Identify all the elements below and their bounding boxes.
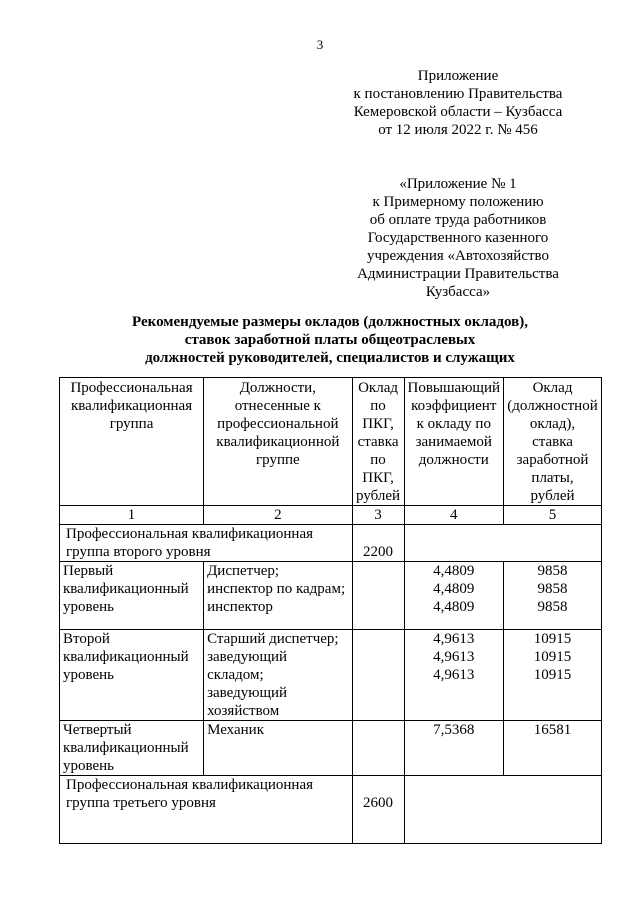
appendix-sub-line: «Приложение № 1 <box>399 176 517 192</box>
coefficient-cell: 7,5368 <box>404 721 504 776</box>
header-cell-pkg-salary: Оклад по ПКГ, ставка по ПКГ, рублей <box>352 378 404 506</box>
column-number: 1 <box>60 506 204 525</box>
appendix-sub-line: об оплате труда работников <box>369 212 547 228</box>
pkg-salary-cell <box>352 562 404 630</box>
pkg-salary-cell <box>352 630 404 721</box>
positions-cell: Диспетчер; инспектор по кадрам; инспектор <box>204 562 353 630</box>
group-label: Профессиональная квалификационная группа третьего уровня <box>60 776 353 844</box>
appendix-sub-line: Кузбасса» <box>425 284 491 300</box>
column-number: 2 <box>204 506 353 525</box>
group-label: Профессиональная квалификационная группа второго уровня <box>60 525 353 562</box>
appendix-sub-line: учреждения «Автохозяйство <box>366 248 550 264</box>
title-line: должностей руководителей, специалистов и служащих <box>145 350 515 366</box>
appendix-header <box>330 67 586 139</box>
group-pkg-salary: 2600 <box>352 776 404 844</box>
column-number-row <box>60 506 602 525</box>
coefficient-cell: 4,4809 4,4809 4,4809 <box>404 562 504 630</box>
title-line: Рекомендуемые размеры окладов (должностных окладов), <box>132 314 528 330</box>
page-number: 3 <box>316 37 324 52</box>
appendix-line: Приложение <box>417 68 499 84</box>
qualification-level: Первый квалификационный уровень <box>60 562 204 630</box>
appendix-sub-line: Администрации Правительства <box>357 266 559 282</box>
salary-cell: 9858 9858 9858 <box>504 562 602 630</box>
appendix-sub-line: Государственного казенного <box>367 230 549 246</box>
table-row <box>60 562 602 630</box>
positions-cell: Механик <box>204 721 353 776</box>
header-cell-positions: Должности, отнесенные к профессиональной квалификационной группе <box>204 378 353 506</box>
table-header-row <box>60 378 602 506</box>
column-number: 3 <box>352 506 404 525</box>
appendix-sub-line: к Примерному положению <box>372 194 544 210</box>
group-empty-cell <box>404 525 601 562</box>
pkg-salary-cell <box>352 721 404 776</box>
appendix-line: от 12 июля 2022 г. № 456 <box>378 122 538 138</box>
column-number: 4 <box>404 506 504 525</box>
table-row <box>60 721 602 776</box>
salary-cell: 16581 <box>504 721 602 776</box>
appendix-line: к постановлению Правительства <box>353 86 563 102</box>
qualification-level: Четвертый квалификационный уровень <box>60 721 204 776</box>
appendix-line: Кемеровской области – Кузбасса <box>353 104 563 120</box>
header-cell-group: Профессиональная квалификационная группа <box>60 378 204 506</box>
salary-table <box>59 377 602 844</box>
group-row-level3 <box>60 776 602 844</box>
appendix-sub-header <box>330 175 586 301</box>
group-row-level2 <box>60 525 602 562</box>
table-row <box>60 630 602 721</box>
salary-cell: 10915 10915 10915 <box>504 630 602 721</box>
positions-cell: Старший диспетчер; заведующий складом; заведующий хозяйством <box>204 630 353 721</box>
qualification-level: Второй квалификационный уровень <box>60 630 204 721</box>
group-pkg-salary: 2200 <box>352 525 404 562</box>
group-empty-cell <box>404 776 601 844</box>
header-cell-coefficient: Повышающий коэффициент к окладу по занимаемой должности <box>404 378 504 506</box>
header-cell-salary: Оклад (должностной оклад), ставка заработной платы, рублей <box>504 378 602 506</box>
coefficient-cell: 4,9613 4,9613 4,9613 <box>404 630 504 721</box>
column-number: 5 <box>504 506 602 525</box>
title-line: ставок заработной платы общеотраслевых <box>184 332 476 348</box>
document-title <box>60 313 600 367</box>
